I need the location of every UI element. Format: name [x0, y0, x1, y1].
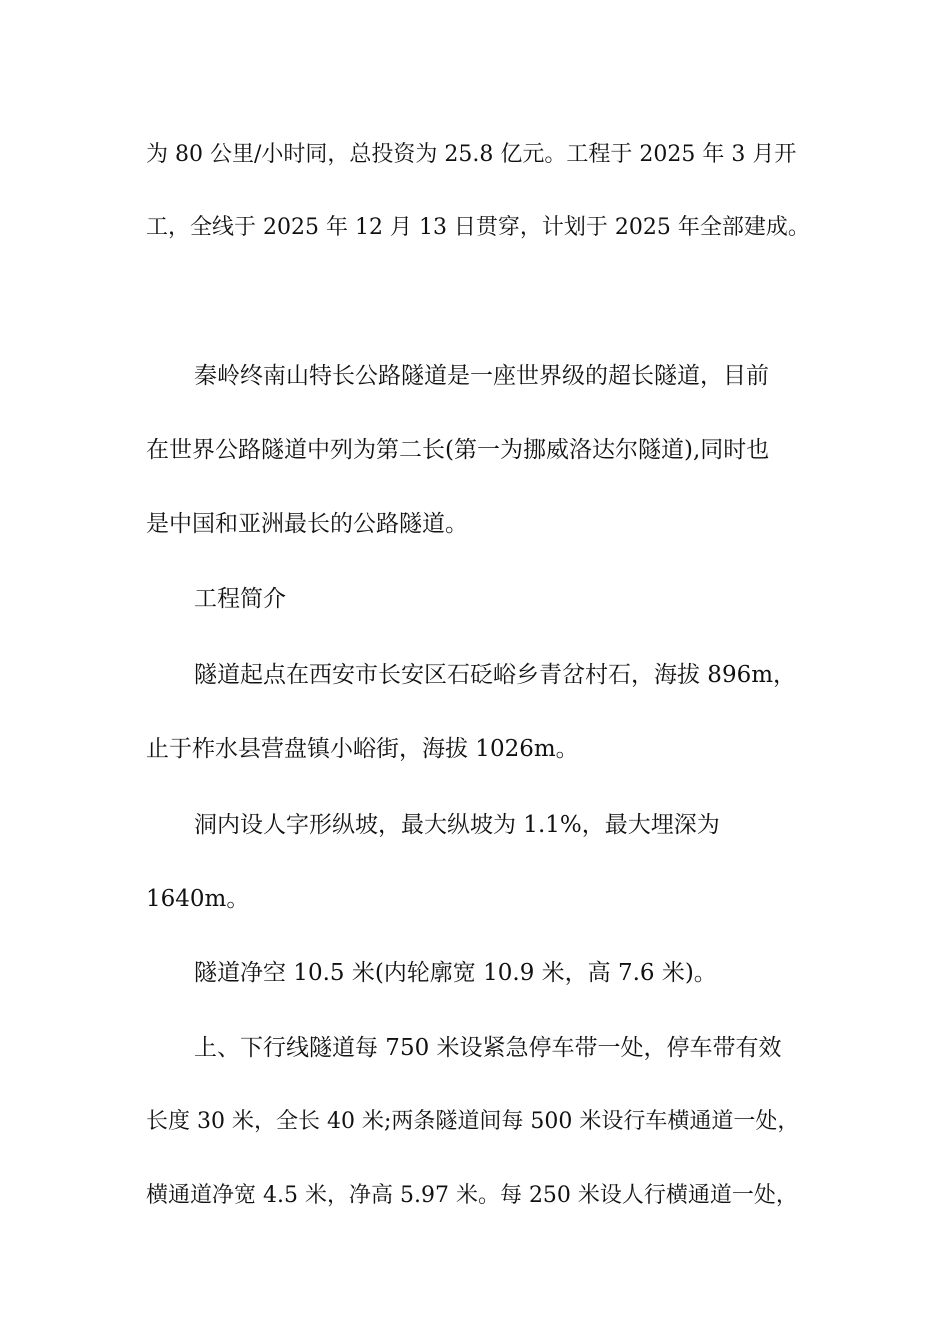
- paragraph-line: 上、下行线隧道每 750 米设紧急停车带一处，停车带有效: [194, 1035, 782, 1061]
- paragraph-line: 1640m。: [146, 886, 250, 912]
- paragraph-line: 洞内设人字形纵坡，最大纵坡为 1.1%，最大埋深为: [194, 812, 720, 838]
- paragraph-line: 是中国和亚洲最长的公路隧道。: [146, 511, 468, 537]
- paragraph-line: 横通道净宽 4.5 米，净高 5.97 米。每 250 米设人行横通道一处，: [146, 1183, 798, 1208]
- section-heading: 工程简介: [194, 586, 286, 612]
- paragraph-line: 隧道起点在西安市长安区石砭峪乡青岔村石，海拔 896m，: [194, 662, 797, 688]
- paragraph-line: 长度 30 米，全长 40 米;两条隧道间每 500 米设行车横通道一处，: [146, 1109, 800, 1134]
- paragraph-line: 隧道净空 10.5 米(内轮廓宽 10.9 米，高 7.6 米)。: [194, 960, 717, 986]
- paragraph-line: 秦岭终南山特长公路隧道是一座世界级的超长隧道，目前: [194, 363, 769, 389]
- paragraph-line: 为 80 公里/小时同，总投资为 25.8 亿元。工程于 2025 年 3 月开: [146, 142, 797, 167]
- paragraph-line: 在世界公路隧道中列为第二长(第一为挪威洛达尔隧道),同时也: [146, 437, 770, 463]
- paragraph-line: 工，全线于 2025 年 12 月 13 日贯穿，计划于 2025 年全部建成。: [146, 215, 810, 240]
- paragraph-line: 止于柞水县营盘镇小峪街，海拔 1026m。: [146, 736, 579, 762]
